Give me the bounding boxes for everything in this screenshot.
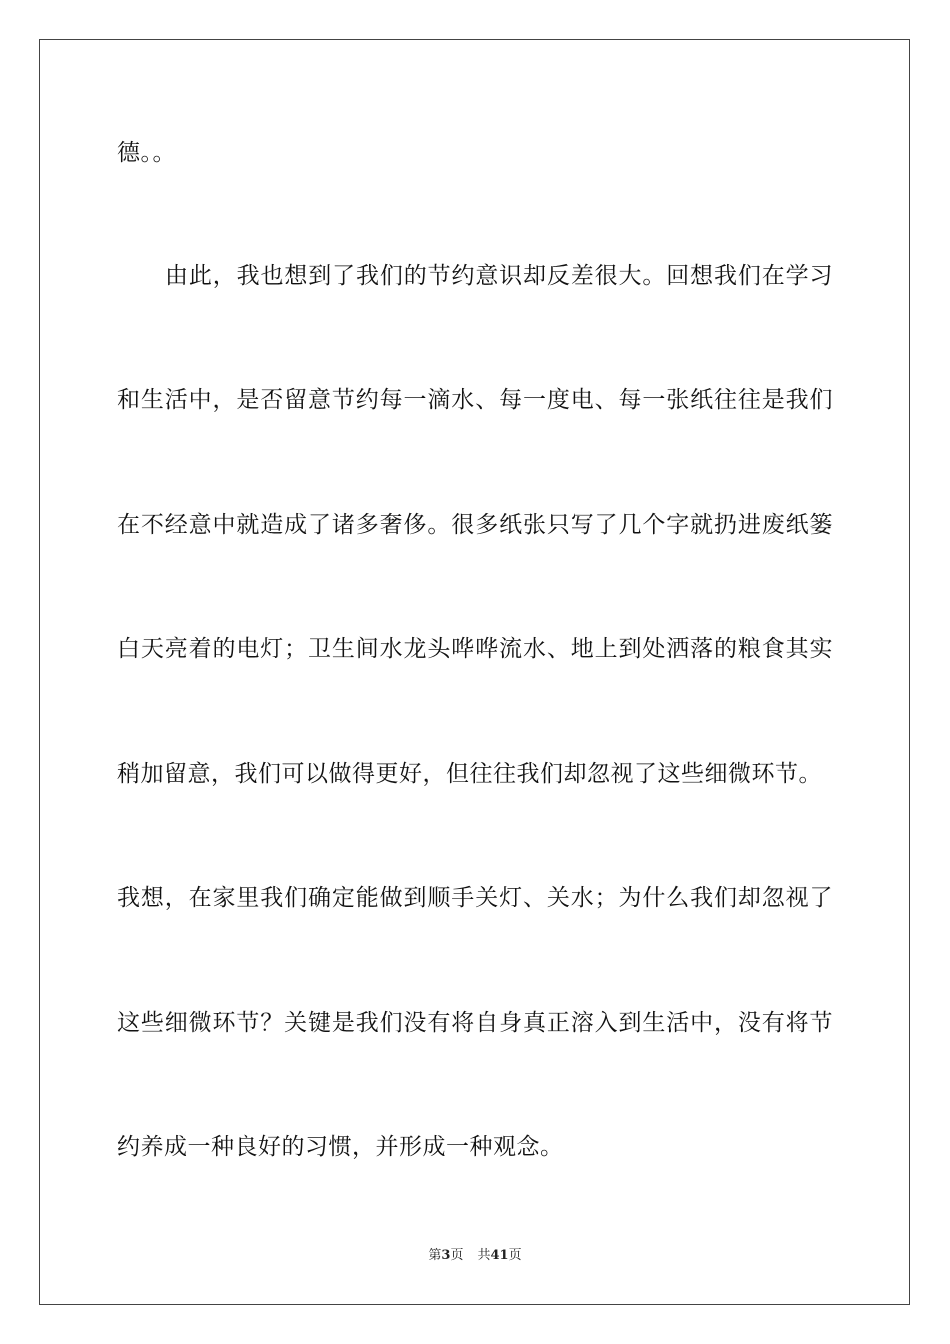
text-line-8: 这些细微环节？关键是我们没有将自身真正溶入到生活中，没有将节 (117, 1010, 833, 1036)
page-number: 3 (441, 1248, 451, 1263)
text-line-3: 和生活中，是否留意节约每一滴水、每一度电、每一张纸往往是我们 (117, 387, 833, 413)
total-suffix: 页 (508, 1248, 522, 1263)
page-suffix: 页 (450, 1248, 464, 1263)
text-line-1: 德。。 (117, 140, 176, 166)
total-pages: 41 (490, 1248, 509, 1263)
text-line-4: 在不经意中就造成了诸多奢侈。很多纸张只写了几个字就扔进废纸篓 (117, 512, 833, 538)
page-prefix: 第 (428, 1248, 442, 1263)
text-line-7: 我想，在家里我们确定能做到顺手关灯、关水；为什么我们却忽视了 (117, 885, 833, 911)
text-line-9: 约养成一种良好的习惯，并形成一种观念。 (117, 1134, 564, 1160)
page-border (39, 39, 910, 1305)
text-line-2: 由此，我也想到了我们的节约意识却反差很大。回想我们在学习 (165, 263, 833, 289)
text-line-5: 白天亮着的电灯；卫生间水龙头哗哗流水、地上到处洒落的粮食其实 (117, 636, 833, 662)
text-line-6: 稍加留意，我们可以做得更好，但往往我们却忽视了这些细微环节。 (117, 761, 822, 787)
page-footer (0, 1247, 950, 1265)
total-prefix: 共 (477, 1248, 491, 1263)
